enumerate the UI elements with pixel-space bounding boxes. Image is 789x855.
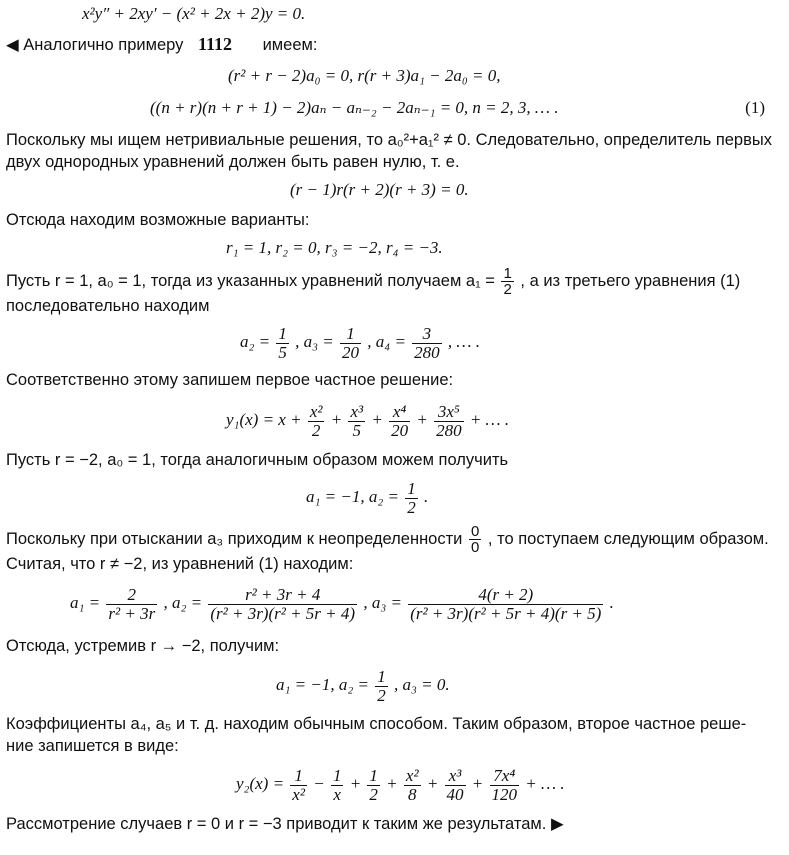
equation-characteristic: (r − 1)r(r + 2)(r + 3) = 0. [290, 180, 469, 199]
case-r1-text: Пусть r = 1, a₀ = 1, тогда из указанных уравнений получаем a₁ = [6, 272, 495, 290]
equation-recurrence [150, 98, 783, 118]
conclusion-text: Рассмотрение случаев r = 0 и r = −3 приводит к таким же результатам. [6, 815, 547, 833]
equation-y2: y₂(x) = $\frac{1}{\text{x²}}$ − $\frac{1}{x}$ + $\frac{1}{2}$ + $\frac{\text{x²}}{8}$ + $\frac{\text{x³}}{40}$ + $\frac{\text{7x⁴}}{120}$ + … . [236, 765, 565, 804]
end-marker-icon: ▶ [550, 815, 564, 833]
text-line-second-solution: ние запишется в виде: [6, 737, 179, 755]
text-line-nontrivial: Поскольку мы ищем нетривиальные решения, то a₀²+a₁² ≠ 0. Следовательно, определитель первых [6, 131, 772, 149]
equation-general-coefficients: a₁ = $\frac{2}{\text{r² + 3r}}$ , a₂ = $\frac{\text{r² + 3r + 4}}{\text{(r² + 3r)(r² + 5r + 4)}}$ , a₃ = $\frac{4(r + 2)}{\text{(r² + 3r)(r² + 5r + 4)(r + 5)}}$ . [70, 584, 614, 623]
intro-line [6, 34, 783, 55]
case-r1-tail: , а из третьего уравнения (1) [520, 272, 741, 290]
fraction-a3: $\frac{1}{20}$ [342, 323, 360, 362]
text-line-variants: Отсюда находим возможные варианты: [6, 211, 310, 229]
text-line-assuming: Считая, что r ≠ −2, из уравнений (1) находим: [6, 555, 354, 573]
fraction-zero-over-zero: $\frac{0}{0}$ [470, 523, 480, 557]
text-line-determinant: двух однородных уравнений должен быть равен нулю, т. е. [6, 153, 460, 171]
recurrence-text: ((n + r)(n + r + 1) − 2)aₙ − aₙ₋₂ − 2aₙ₋₁ = 0, n = 2, 3, … . [150, 98, 559, 117]
text-line-limit: Отсюда, устремив r → −2, получим: [6, 637, 280, 655]
intro-tail: имеем: [262, 36, 318, 54]
equation-coefficients-rm2: a₁ = −1, a₂ = $\frac{1}{2}$ . [306, 478, 429, 517]
equation-ode: x²y″ + 2xy′ − (x² + 2x + 2)y = 0. [82, 4, 306, 23]
fraction-a4: $\frac{3}{280}$ [414, 323, 440, 362]
start-marker-icon: ◀ [6, 36, 19, 54]
text-line-coefficients-usual: Коэффициенты a₄, a₅ и т. д. находим обычным способом. Таким образом, второе частное реше- [6, 715, 747, 733]
fraction-a1-value: $\frac{1}{2}$ [503, 265, 512, 299]
equation-number: (1) [745, 98, 765, 117]
text-line-case-rm2: Пусть r = −2, a₀ = 1, тогда аналогичным образом можем получить [6, 451, 509, 469]
fraction-a2: $\frac{1}{5}$ [278, 323, 287, 362]
equation-y1: y₁(x) = x + $\frac{\text{x²}}{2}$ + $\frac{\text{x³}}{5}$ + $\frac{\text{x⁴}}{20}$ + $\frac{\text{3x⁵}}{280}$ + … . [226, 401, 510, 440]
equation-limit-coefficients: a₁ = −1, a₂ = $\frac{1}{2}$ , a₃ = 0. [276, 666, 450, 705]
text-line-indeterminacy: Поскольку при отыскании a₃ приходим к неопределенности $\frac{0}{0}$ , то поступаем следующим образом. [6, 523, 769, 557]
equation-coefficients-r1: a₂ = $\frac{1}{5}$ , a₃ = $\frac{1}{20}$ , a₄ = $\frac{3}{280}$ , … . [240, 323, 481, 362]
text-line-first-solution: Соответственно этому запишем первое частное решение: [6, 371, 454, 389]
equation-system-1: (r² + r − 2)a₀ = 0, r(r + 3)a₁ − 2a₀ = 0, [228, 66, 501, 85]
intro-text: Аналогично примеру [23, 36, 184, 54]
text-line-case-r1 [6, 266, 783, 297]
example-ref: 1112 [197, 34, 232, 54]
text-line-conclusion [6, 814, 783, 834]
equation-roots: r₁ = 1, r₂ = 0, r₃ = −2, r₄ = −3. [226, 238, 443, 257]
text-line-sequential: последовательно находим [6, 297, 210, 315]
